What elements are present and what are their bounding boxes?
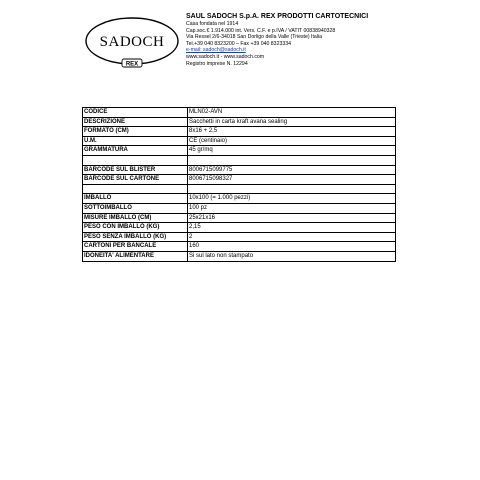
sadoch-logo	[84, 14, 180, 70]
table-row	[83, 108, 396, 118]
table-row	[83, 127, 396, 137]
table-row	[83, 213, 396, 223]
row-value: 8x16 + 2,5	[188, 127, 396, 137]
table-row	[83, 242, 396, 252]
row-label: CODICE	[83, 108, 188, 118]
row-value: 160	[188, 242, 396, 252]
row-value: Si sul lato non stampato	[188, 251, 396, 261]
row-label: DESCRIZIONE	[83, 117, 188, 127]
company-info	[186, 12, 368, 67]
row-value	[188, 184, 396, 194]
row-value: MLN02-AVN	[188, 108, 396, 118]
table-row	[83, 136, 396, 146]
table-row-empty	[83, 155, 396, 165]
row-label: IMBALLO	[83, 194, 188, 204]
company-line-founded: Casa fondata nel 1914	[186, 21, 239, 27]
company-name: SAUL SADOCH S.p.A. REX PRODOTTI CARTOTECNICI	[186, 13, 369, 20]
row-value: Sacchetti in carta kraft avana sealing	[188, 117, 396, 127]
row-label: PESO CON IMBALLO (KG)	[83, 223, 188, 233]
company-email-link[interactable]: e-mail: sadoch@sadoch.it	[186, 47, 246, 54]
product-spec-table	[82, 107, 396, 262]
company-registry: Registro imprese N. 12294	[186, 60, 248, 67]
row-value: 45 gr/mq	[188, 146, 396, 156]
row-label: BARCODE SUL CARTONE	[83, 175, 188, 185]
table-row-empty	[83, 184, 396, 194]
table-row	[83, 146, 396, 156]
table-row	[83, 251, 396, 261]
row-label: PESO SENZA IMBALLO (KG)	[83, 232, 188, 242]
table-row	[83, 232, 396, 242]
row-label: SOTTOIMBALLO	[83, 203, 188, 213]
table-row	[83, 117, 396, 127]
row-label	[83, 184, 188, 194]
row-label: MISURE IMBALLO (CM)	[83, 213, 188, 223]
row-value: 8006715098327	[188, 175, 396, 185]
row-label: FORMATO (CM)	[83, 127, 188, 137]
table-row	[83, 175, 396, 185]
row-label: CARTONI PER BANCALE	[83, 242, 188, 252]
row-value	[188, 155, 396, 165]
logo-text: SADOCH	[99, 34, 165, 50]
row-value: 25x21x16	[188, 213, 396, 223]
row-value: 100 pz	[188, 203, 396, 213]
company-web: www.sadoch.it - www.sadoch.com	[186, 53, 265, 60]
table-row	[83, 165, 396, 175]
row-label: IDONEITA' ALIMENTARE	[83, 251, 188, 261]
row-label: BARCODE SUL BLISTER	[83, 165, 188, 175]
row-value: 8006715099775	[188, 165, 396, 175]
row-value: 2	[188, 232, 396, 242]
table-row	[83, 194, 396, 204]
row-label: U.M.	[83, 136, 188, 146]
company-line-phone: Tel.+39 040 8323200 – Fax +39 040 8323334	[186, 40, 291, 47]
table-row	[83, 223, 396, 233]
logo-badge: REX	[125, 61, 139, 68]
row-value: CE (centinaio)	[188, 136, 396, 146]
row-label: GRAMMATURA	[83, 146, 188, 156]
company-line-address: Via Ressel 2/6-34018 San Dorligo della Valle (Trieste) Italia	[186, 34, 323, 41]
row-label	[83, 155, 188, 165]
row-value: 10x100 (= 1.000 pezzi)	[188, 194, 396, 204]
table-row	[83, 203, 396, 213]
row-value: 2,15	[188, 223, 396, 233]
company-line-capital: Cap.soc.€ 1.914.000 int. Vers. C.F. e p.IVA / VATIT 00838940328	[186, 27, 336, 34]
